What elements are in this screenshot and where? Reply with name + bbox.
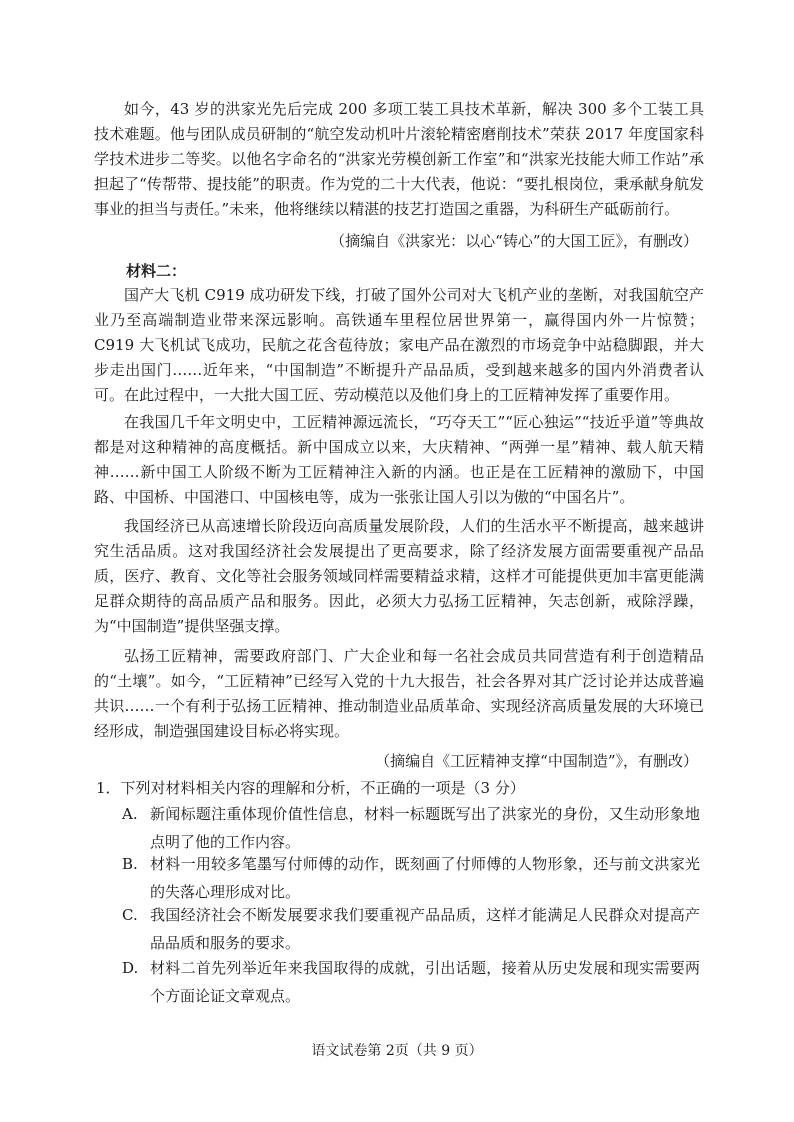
material-one-source: （摘编自《洪家光：以心“铸心”的大国工匠》，有删改） [330, 232, 698, 250]
material-one-paragraph: 如今，43 岁的洪家光先后完成 200 多项工装工具技术革新，解决 300 多个工装工具技术难题。他与团队成员研制的“航空发动机叶片滚轮精密磨削技术”荣获 2017 年度国家科学技术进步二等奖。以他名字命名的“洪家光劳模创新工作室”和“洪家光技能大师工作站”承担起了“传帮带、提技能”的职责。作为党的二十大代表，他说：“要扎根岗位，秉承献身航发事业的担当与责任。”未来，他将继续以精湛的技艺打造国之重器，为科研生产砥砺前行。 [94, 100, 704, 218]
option-a [122, 800, 700, 856]
material-two-paragraph-3: 我国经济已从高速增长阶段迈向高质量发展阶段，人们的生活水平不断提高，越来越讲究生活品质。这对我国经济社会发展提出了更高要求，除了经济发展方面需要重视产品品质，医疗、教育、文化等社会服务领域同样需要精益求精，这样才可能提供更加丰富更能满足群众期待的高品质产品和服务。因此，必须大力弘扬工匠精神，矢志创新，戒除浮躁，为“中国制造”提供坚强支撑。 [94, 517, 704, 635]
option-letter: D. [122, 959, 139, 977]
option-text: 我国经济社会不断发展要求我们要重视产品品质，这样才能满足人民群众对提高产品品质和服务的要求。 [150, 906, 700, 952]
material-two-paragraph-1: 国产大飞机 C919 成功研发下线，打破了国外公司对大飞机产业的垄断，对我国航空产业乃至高端制造业带来深远影响。高铁通车里程位居世界第一，赢得国内外一片惊赞；C919 大飞机试飞成功，民航之花含苞待放；家电产品在激烈的市场竞争中站稳脚跟，并大步走出国门……近年来，“中国制造”不断提升产品品质，受到越来越多的国内外消费者认可。在此过程中，一大批大国工匠、劳动模范以及他们身上的工匠精神发挥了重要作用。 [94, 286, 704, 404]
option-letter: B. [122, 855, 138, 873]
option-b [122, 850, 700, 906]
option-text: 材料一用较多笔墨写付师傅的动作，既刻画了付师傅的人物形象，还与前文洪家光的失落心理形成对比。 [150, 855, 700, 901]
material-two-label: 材料二： [126, 262, 187, 280]
option-c [122, 901, 700, 957]
material-two-source: （摘编自《工匠精神支撑“中国制造”》，有删改） [375, 752, 698, 770]
option-d [122, 954, 700, 1010]
page-footer: 语文试卷第 2页（共 9 页） [311, 1043, 483, 1059]
option-text: 材料二首先列举近年来我国取得的成就，引出话题，接着从历史发展和现实需要两个方面论证文章观点。 [150, 959, 700, 1005]
material-two-paragraph-4: 弘扬工匠精神，需要政府部门、广大企业和每一名社会成员共同营造有利于创造精品的“土壤”。如今，“工匠精神”已经写入党的十九大报告，社会各界对其广泛讨论并达成普遍共识……一个有利于弘扬工匠精神、推动制造业品质革命、实现经济高质量发展的大环境已经形成，制造强国建设目标必将实现。 [94, 647, 704, 740]
material-two-paragraph-2: 在我国几千年文明史中，工匠精神源远流长，“巧夺天工”“匠心独运”“技近乎道”等典故都是对这种精神的高度概括。新中国成立以来，大庆精神、“两弹一星”精神、载人航天精神……新中国工人阶级不断为工匠精神注入新的内涵。也正是在工匠精神的激励下，中国路、中国桥、中国港口、中国核电等，成为一张张让国人引以为傲的“中国名片”。 [94, 413, 704, 506]
option-letter: C. [122, 906, 138, 924]
option-text: 新闻标题注重体现价值性信息，材料一标题既写出了洪家光的身份，又生动形象地点明了他的工作内容。 [150, 805, 700, 851]
option-letter: A. [122, 805, 138, 823]
question-stem: 1．下列对材料相关内容的理解和分析，不正确的一项是（3 分） [96, 779, 525, 797]
